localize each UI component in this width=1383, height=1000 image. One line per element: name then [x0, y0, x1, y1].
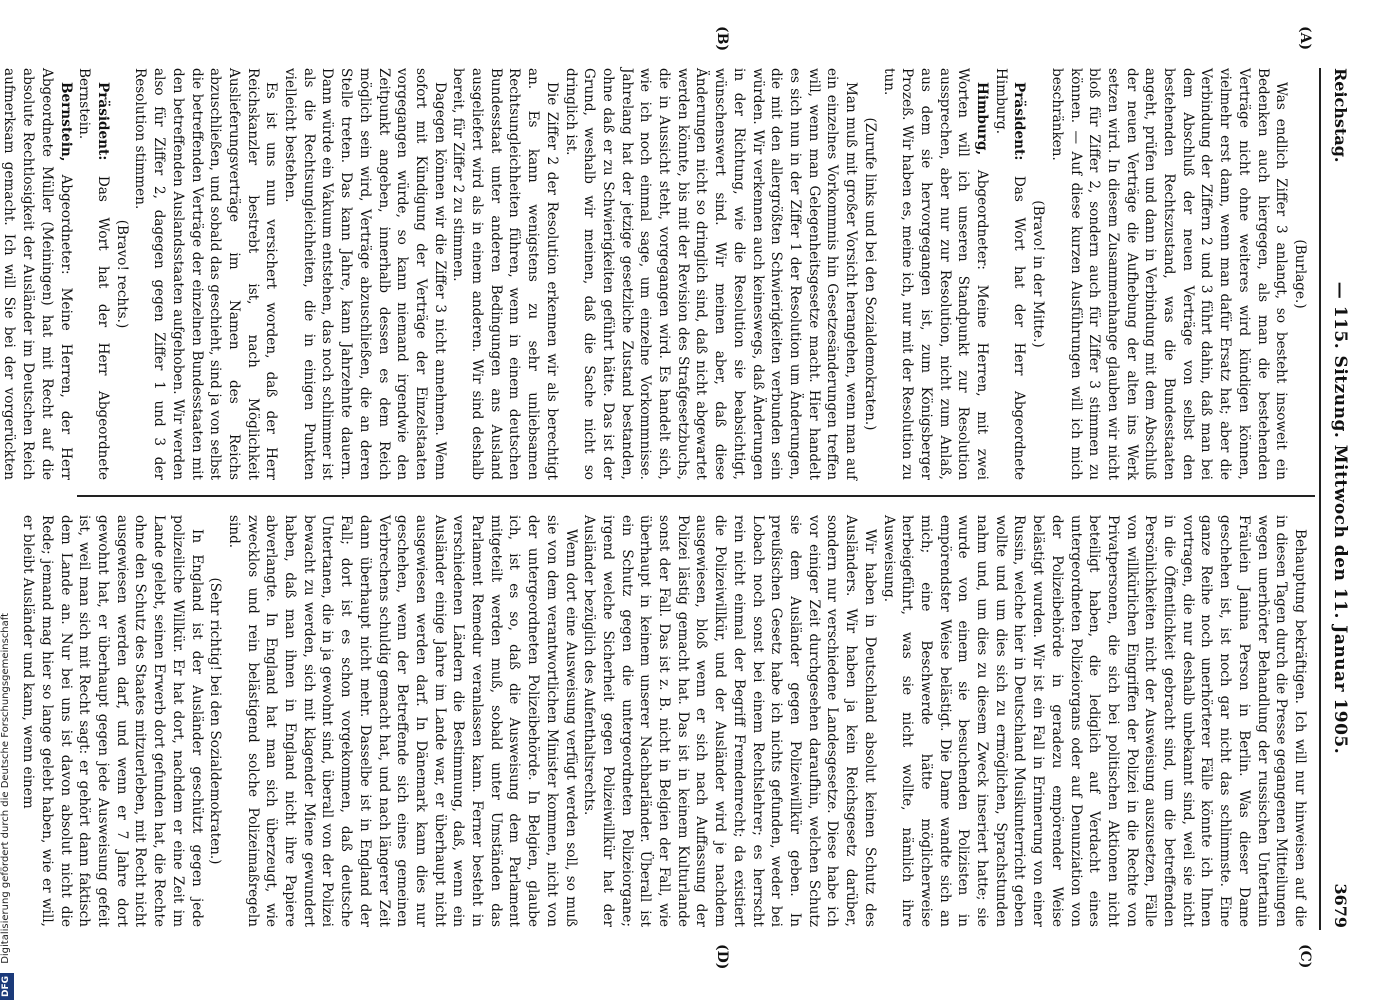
paragraph-text: Man muß mit großer Vorsicht herangehen, wenn man auf ein einzelnes Vorkommnis hin Gesetzesänderungen treffen will, wenn man Gelegenheitsgesetze macht. Hier handelt es sich nun in der Ziffer 1 der Resolution um Änderungen, die mit den allergrößten Schwierigkeiten verbunden sein würden. Wir verkennen auch keineswegs, daß Änderungen in der Richtung, wie die Resolution sie beabsichtigt, wünschenswert sind. Wir meinen aber, daß diese Änderungen nicht so dringlich sind, daß nicht abgewartet werden könnte, bis mit der Revision des Strafgesetzbuchs, die in Aussicht steht, vorgegangen wird. Es handelt sich, wie ich noch einmal sage, um einzelne Vorkommnisse. Jahrelang hat der jetzige gesetzliche Zustand bestanden, ohne daß er zu Schwierigkeiten geführt hätte. Das ist der Grund, weshalb wir meinen, daß die Sache nicht so dringlich ist. [562, 68, 860, 480]
right-column [20, 515, 1309, 927]
paragraph [561, 68, 860, 480]
paragraph [991, 68, 1028, 480]
paragraph [1290, 68, 1309, 480]
paragraph-text: (Zurufe links und bei den Sozialdemokraten.) [861, 117, 878, 431]
paragraph-text: (Bravo! rechts.) [113, 219, 130, 329]
margin-marker-c: (C) [1297, 944, 1313, 969]
paragraph [18, 515, 205, 927]
paragraph-text: In England ist der Ausländer geschützt gegen jede polizeiliche Willkür. Er hat dort, nachdem er eine Zeit im Lande gelebt, seinen Erwerb dort gefunden hat, die Rechte ohne den Schutz des Staates mitzuerleben, mit Recht nicht ausgewiesen werden darf, und wenn er 7 Jahre dort gewohnt hat, er überhaupt gegen jede Ausweisung gefeit ist, weil man sich mit Recht sagt: er gehört dann faktisch dem Lande an. Nur bei uns ist davon absolut nicht die Rede; jemand mag hier so lange gelebt haben, wie er will, er bleibt Ausländer und kann, wenn einem [20, 515, 205, 927]
paragraph [1028, 68, 1047, 480]
header-left: Reichstag. [1331, 68, 1350, 163]
paragraph-text: Wir haben in Deutschland absolut keinen Schutz des Ausländers. Wir haben ja kein Reichsgesetz darüber, sondern nur verschiedene Landesgesetze. Diese habe ich vor einiger Zeit durchgesehen daraufhin, welchen Schutz sie dem Ausländer gegen Polizeiwillkür geben. In preußischen Gesetz habe ich nichts gefunden, weder bei Lobach noch sonst bei einem Rechtslehrer; es herrscht rein nicht einmal der Begriff Fremdenrecht; da existiert die Polizeiwillkür, und der Ausländer wird je nachdem ausgewiesen, bloß wenn er sich nach Auffassung der Polizei lästig gemacht hat. Das ist in keinem Kulturlande sonst der Fall. Das ist z. B. nicht in Belgien der Fall, wie überhaupt in keinem unserer Nachbarländer. Überall ist ein Schutz gegen die untergeordneten Polizeiorgane; irgend welche Sicherheit gegen Polizeiwillkür hat der Ausländer bezüglich des Aufenthaltsrechts. [581, 515, 878, 927]
paragraph-text: Es ist uns nun versichert worden, daß der Herr Reichskanzler bestrebt ist, nach Möglichkeit Auslieferungsverträge im Namen des Reichs abzuschließen, und sobald das geschieht, sind ja von selbst die betreffenden Verträge der einzelnen Bundesstaaten mit den betreffenden Auslandsstaaten aufgehoben. Wir werden also für Ziffer 2, dagegen gegen Ziffer 1 und 3 der Resolution stimmen. [132, 68, 280, 480]
paragraph [879, 68, 991, 480]
speaker-name: Himburg, [974, 82, 991, 156]
column-divider [77, 495, 1315, 497]
speaker-name: Präsident: [95, 82, 111, 161]
margin-marker-b: (B) [714, 26, 730, 52]
paragraph-text: Abgeordneter: Meine Herren, mit zwei Worten will ich unseren Standpunkt zur Resolution aussprechen, aber nur zur Resolution, nicht zum Anlaß, aus dem sie hervorgegangen ist, zum Königsberger Prozeß. Wir haben es, meine ich, nur mit der Resolution zu tun. [880, 68, 991, 480]
paragraph [75, 68, 112, 480]
paragraph [280, 68, 448, 480]
left-column [1, 68, 1309, 480]
paragraph [131, 68, 281, 480]
margin-marker-d: (D) [714, 944, 730, 970]
page-header [1310, 68, 1350, 928]
header-rule [1319, 68, 1321, 930]
header-session: — 115. Sitzung. Mittwoch den 11. Januar 1905. [1330, 281, 1350, 755]
digitization-credit: Digitalisierung gefördert durch die Deutsche Forschungsgemeinschaft [0, 612, 11, 964]
paragraph-text: (Burlage.) [1292, 239, 1308, 309]
paragraph-text: (Sehr richtig! bei den Sozialdemokraten.) [207, 577, 224, 865]
paragraph [860, 68, 879, 480]
page-number: 3679 [1331, 883, 1350, 928]
digitization-sidebar [0, 6, 14, 1000]
paragraph [879, 515, 1309, 927]
paragraph [224, 515, 579, 927]
paragraph-text: Das Wort hat der Herr Abgeordnete Himburg. [992, 68, 1028, 480]
paragraph-text: Wenn dort eine Ausweisung verfügt werden soll, so muß sie von dem verantwortlichen Minister kommen, nicht von der untergeordneten Polizeibehörde. In Belgien, glaube ich, ist es so, daß die Ausweisung dem Parlament mitgeteilt werden muß, sobald unter Umständen das Parlament Remedur veranlassen kann. Ferner besteht in verschiedenen Ländern die Bestimmung, daß, wenn ein Ausländer einige Jahre im Lande war, er überhaupt nicht ausgewiesen werden darf. In Dänemark kann dies nur geschehen, wenn der Betreffende sich eines gemeinen Verbrechens schuldig gemacht hat, und nach längerer Zeit dann überhaupt nicht mehr. Dasselbe ist in England der Fall; dort ist es schon vorgekommen, daß deutsche Untertanen, die in ja gewohnt sind, überall von der Polizei bewacht zu werden, sich mit klagender Miene gewundert haben, daß man ihnen in England nicht ihre Papiere abverlangte. In England hat man sich überzeugt, wie zwecklos und rein belästigend solche Polizeimaßregeln sind. [225, 515, 579, 927]
paragraph [1047, 68, 1290, 480]
paragraph-text: Abgeordneter: Meine Herren, der Herr Abgeordnete Müller (Meiningen) hat mit Recht auf die absolute Rechtlosigkeit der Ausländer im Deutschen Reich aufmerksam gemacht. Ich will Sie bei der vorgerückten [1, 68, 74, 480]
paragraph-text: (Bravo! in der Mitte.) [1030, 200, 1047, 348]
paragraph-text: Das Wort hat der Herr Abgeordnete Bernstein. [76, 68, 111, 480]
paragraph-text: Dagegen können wir die Ziffer 3 nicht annehmen. Wenn sofort mit Kündigung der Verträge der Einzelstaaten vorgegangen würde, so kann niemand irgendwie den Zeitpunkt angeben, innerhalb dessen es dem Reich möglich sein wird, Verträge abzuschließen, die an deren Stelle treten. Das kann Jahre, kann Jahrzehnte dauern. Dann würde ein Vakuum entstehen, das noch schlimmer ist als die Rechtsungleichheiten, die in einigen Punkten vielleicht bestehen. [282, 68, 448, 480]
paragraph [112, 68, 131, 480]
paragraph-text: Behauptung bekräftigen. Ich will nur hinweisen auf die in diesen Tagen durch die Presse gegangenen Mitteilungen wegen unerhörter Behandlung der russischen Untertanin Fräulein Janina Person in Berlin. Was dieser Dame geschehen ist, ist noch gar nicht das schlimmste. Eine ganze Reihe noch unerhörterer Fälle könnte ich Ihnen vortragen, die nur deshalb unbekannt sind, weil sie nicht in die Öffentlichkeit gebracht sind, um die betreffenden Persönlichkeiten nicht der Ausweisung auszusetzen, Fälle von willkürlichen Eingriffen der Polizei in die Rechte von Privatpersonen, die sich bei politischen Aktionen nicht beteiligt haben, die lediglich auf Verdacht eines untergeordneten Polizeiorgans oder auf Denunziation von der Polizeibehörde in geradezu empörender Weise belästigt wurden. Wir ist ein Fall in Erinnerung von einer Russin, welche hier in Deutschland Musikunterricht geben wollte und um dies sich zu ermöglichen, Sprachstunden nahm und, um dies zu diesem Zweck inseriert hatte; sie wurde von einem sie besuchenden Polizisten in empörendster Weise belästigt. Die Dame wandte sich an mich; eine Beschwerde hätte möglicherweise herbeigeführt, was sie nicht wollte, nämlich ihre Ausweisung. [880, 515, 1308, 927]
paragraph [580, 515, 879, 927]
speaker-name: Präsident: [1011, 82, 1028, 161]
dfg-logo: DFG [0, 973, 14, 1000]
paragraph [449, 68, 561, 480]
speaker-name: Bernstein, [57, 82, 74, 162]
margin-marker-a: (A) [1297, 26, 1313, 51]
paragraph-text: Die Ziffer 2 der Resolution erkennen wir als berechtigt an. Es kann wenigstens zu sehr unliebsamen Rechtsungleichheiten führen, wenn in einem deutschen Bundesstaat unter anderen Bedingungen ans Ausland ausgeliefert wird als in einem anderen. Wir sind deshalb bereit, für Ziffer 2 zu stimmen. [450, 68, 560, 480]
paragraph [206, 515, 225, 927]
paragraph-text: Was endlich Ziffer 3 anlangt, so besteht insoweit ein Bedenken auch hiergegen, als man die bestehenden Verträge nicht ohne weiteres wird kündigen können, vielmehr erst dann, wenn man dafür Ersatz hat; aber die Verbindung der Ziffern 2 und 3 führt dahin, daß man bei dem Abschluß der neuen Verträge von selbst den bestehenden Rechtszustand, was die Bundesstaaten angeht, prüfen und dann in Verbindung mit dem Abschluß der neuen Verträge die Aufhebung der alten ins Werk setzen wird. In diesem Zusammenhange glauben wir nicht bloß für Ziffer 2, sondern auch für Ziffer 3 stimmen zu können. — Auf diese kurzen Ausführungen will ich mich beschränken. [1048, 68, 1290, 480]
